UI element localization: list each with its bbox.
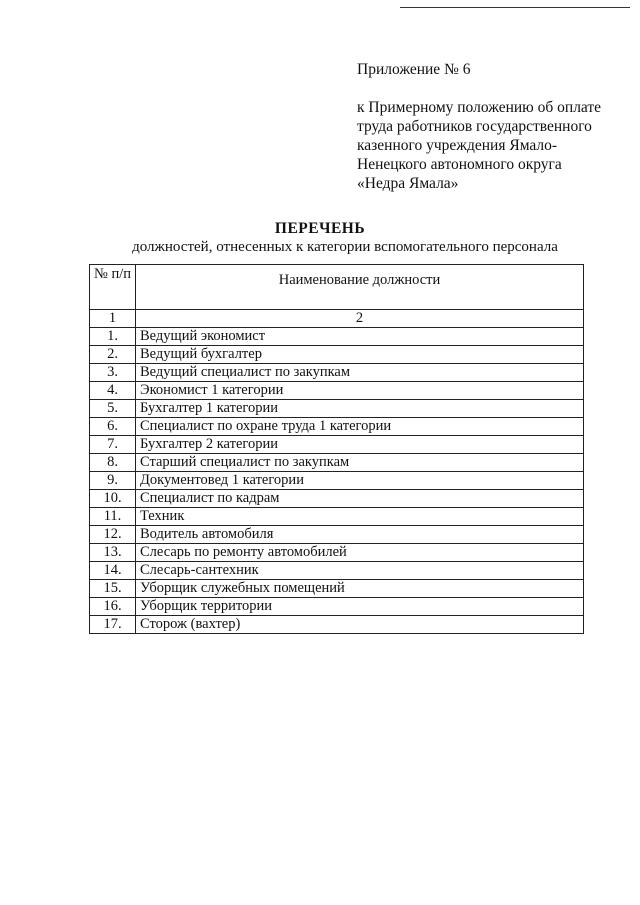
position-name: Ведущий экономист <box>136 328 584 346</box>
position-name: Экономист 1 категории <box>136 382 584 400</box>
row-number: 11. <box>90 508 136 526</box>
table-row <box>90 364 584 382</box>
document-title: ПЕРЕЧЕНЬ <box>274 220 366 237</box>
position-name: Ведущий бухгалтер <box>136 346 584 364</box>
row-number: 6. <box>90 418 136 436</box>
position-name: Бухгалтер 2 категории <box>136 436 584 454</box>
row-number: 8. <box>90 454 136 472</box>
table-row <box>90 490 584 508</box>
position-name: Специалист по кадрам <box>136 490 584 508</box>
row-number: 13. <box>90 544 136 562</box>
appendix-number: Приложение № 6 <box>357 61 471 78</box>
column-numbers-row <box>90 310 584 328</box>
position-name: Документовед 1 категории <box>136 472 584 490</box>
row-number: 2. <box>90 346 136 364</box>
column-number: 2 <box>136 310 584 328</box>
table-row <box>90 454 584 472</box>
appendix-line: Ненецкого автономного округа <box>357 156 562 173</box>
position-name: Техник <box>136 508 584 526</box>
position-name: Слесарь по ремонту автомобилей <box>136 544 584 562</box>
row-number: 4. <box>90 382 136 400</box>
row-number: 7. <box>90 436 136 454</box>
row-number: 17. <box>90 616 136 634</box>
table-row <box>90 616 584 634</box>
position-name: Уборщик территории <box>136 598 584 616</box>
position-name: Слесарь-сантехник <box>136 562 584 580</box>
row-number: 9. <box>90 472 136 490</box>
positions-table <box>89 264 584 634</box>
row-number: 3. <box>90 364 136 382</box>
title-block <box>0 219 640 257</box>
row-number: 5. <box>90 400 136 418</box>
row-number: 15. <box>90 580 136 598</box>
position-name: Сторож (вахтер) <box>136 616 584 634</box>
table-row <box>90 328 584 346</box>
row-number: 1. <box>90 328 136 346</box>
header-position-name: Наименование должности <box>136 265 584 310</box>
position-name: Водитель автомобиля <box>136 526 584 544</box>
table-row <box>90 544 584 562</box>
row-number: 10. <box>90 490 136 508</box>
row-number: 16. <box>90 598 136 616</box>
table-header-row <box>90 265 584 310</box>
position-name: Специалист по охране труда 1 категории <box>136 418 584 436</box>
position-name: Старший специалист по закупкам <box>136 454 584 472</box>
row-number: 14. <box>90 562 136 580</box>
header-number: № п/п <box>90 265 136 310</box>
table-row <box>90 526 584 544</box>
document-subtitle: должностей, отнесенных к категории вспомогательного персонала <box>132 239 558 255</box>
appendix-block <box>357 60 627 193</box>
position-name: Ведущий специалист по закупкам <box>136 364 584 382</box>
appendix-line: к Примерному положению об оплате <box>357 99 602 116</box>
column-number: 1 <box>90 310 136 328</box>
table-row <box>90 436 584 454</box>
table-row <box>90 580 584 598</box>
table-row <box>90 508 584 526</box>
table-row <box>90 562 584 580</box>
table-row <box>90 346 584 364</box>
appendix-line: труда работников государственного <box>357 118 592 135</box>
appendix-line: «Недра Ямала» <box>357 175 459 192</box>
appendix-line: казенного учреждения Ямало- <box>357 137 558 154</box>
table-row <box>90 472 584 490</box>
table-row <box>90 382 584 400</box>
position-name: Бухгалтер 1 категории <box>136 400 584 418</box>
row-number: 12. <box>90 526 136 544</box>
table-row <box>90 598 584 616</box>
table-row <box>90 400 584 418</box>
scan-edge-line <box>400 7 630 8</box>
table-row <box>90 418 584 436</box>
position-name: Уборщик служебных помещений <box>136 580 584 598</box>
